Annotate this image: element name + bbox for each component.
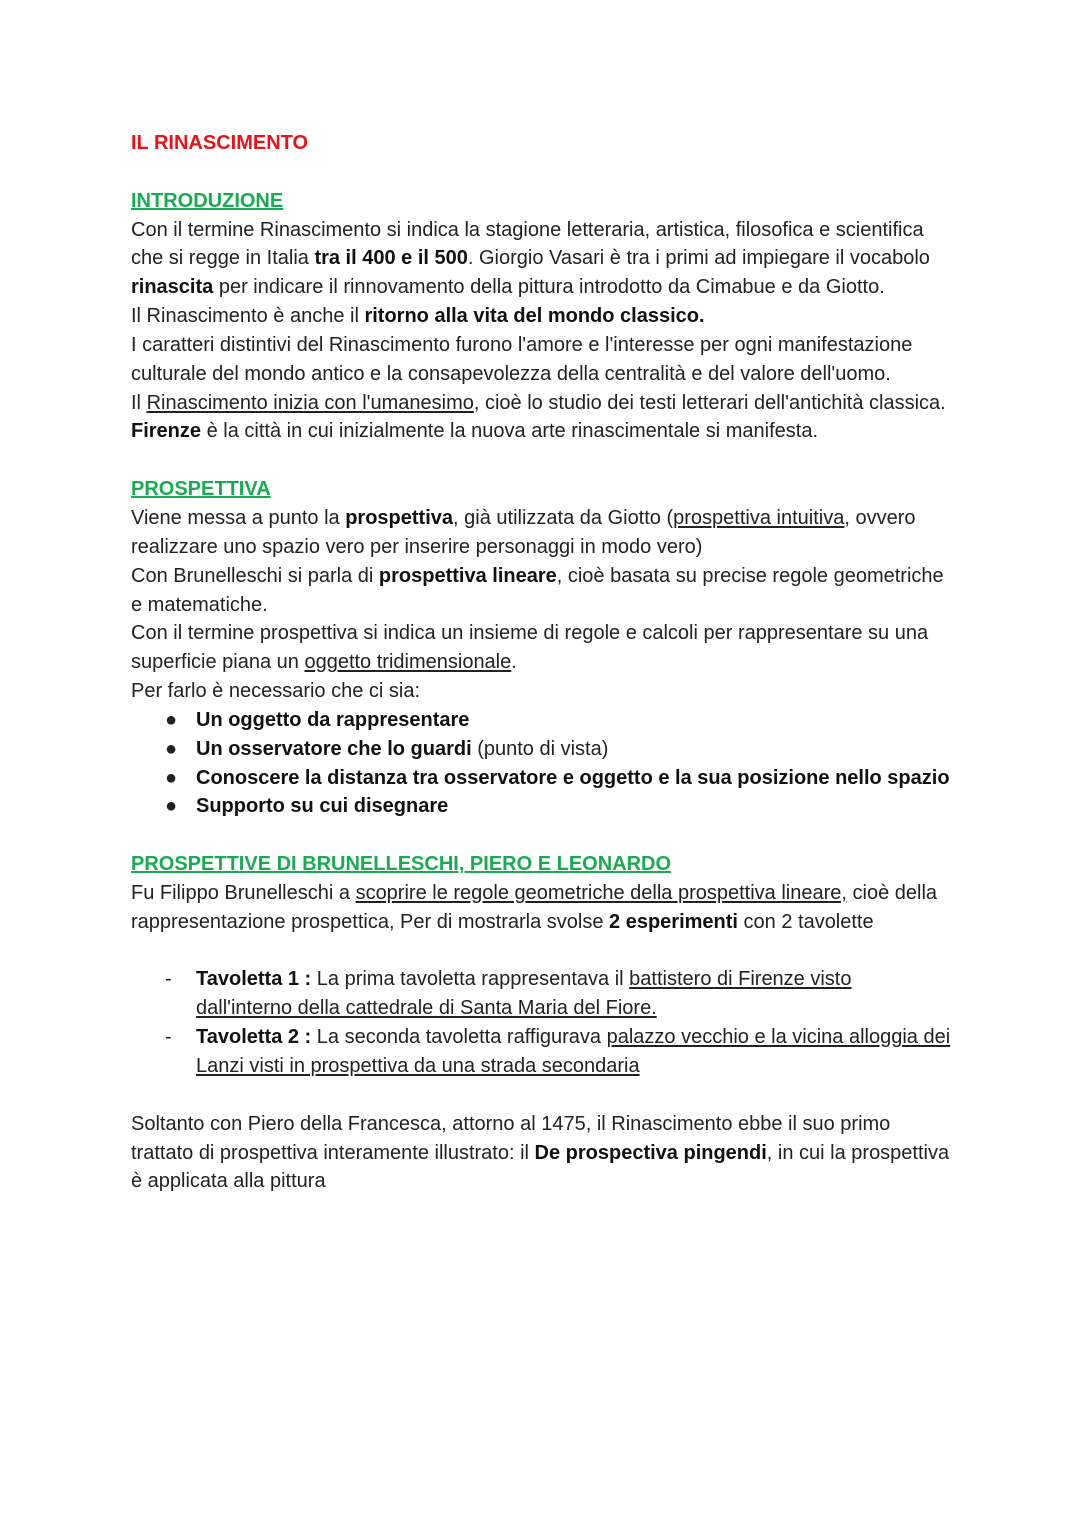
underlined-text: palazzo vecchio e la vicina alloggia dei Lanzi visti in prospettiva da una strada secondaria (196, 1026, 951, 1077)
paragraph (131, 1110, 953, 1197)
text-run: Fu Filippo Brunelleschi a (131, 881, 356, 904)
bold-text: Firenze (131, 420, 202, 443)
list (131, 706, 953, 821)
bold-text: prospettiva lineare (378, 564, 557, 587)
paragraph (131, 302, 953, 331)
list-item (131, 706, 953, 735)
paragraph (131, 619, 953, 677)
list-item (131, 965, 953, 1023)
text-run: La prima tavoletta rappresentava il (311, 968, 630, 991)
text-run: , ovvero realizzare uno spazio vero per inserire personaggi in modo vero) (131, 506, 916, 558)
list-item (131, 764, 953, 793)
bold-text: Tavoletta 1 : (196, 968, 312, 991)
bullet-icon: ● (165, 737, 178, 760)
text-run: Con il termine prospettiva si indica un insieme di regole e calcoli per rappresentare su una superficie piana un (131, 622, 929, 674)
underlined-text: oggetto tridimensionale (304, 651, 512, 674)
underlined-text: battistero di Firenze visto dall'interno della cattedrale di Santa Maria del Fiore. (196, 968, 852, 1020)
paragraph (131, 879, 953, 937)
paragraph (131, 504, 953, 562)
text-run: I caratteri distintivi del Rinascimento furono l'amore e l'interesse per ogni manifestazione culturale del mondo antico e la consapevolezza della centralità e del valore dell'uomo. (131, 333, 913, 385)
list-item (131, 735, 953, 764)
text-run: Con Brunelleschi si parla di (131, 564, 379, 587)
document-page (131, 129, 953, 1196)
bold-text: prospettiva (345, 506, 454, 529)
paragraph (131, 216, 953, 303)
paragraph (131, 417, 953, 446)
bullet-icon: ● (165, 766, 178, 789)
spacer (131, 821, 953, 850)
bold-text: Un osservatore che lo guardi (196, 737, 472, 760)
text-run: con 2 tavolette (737, 910, 874, 933)
bullet-icon: ● (165, 708, 178, 731)
text-run: , cioè lo studio dei testi letterari dell'antichità classica. (473, 391, 946, 414)
spacer (131, 1081, 953, 1110)
dash-icon: - (165, 1026, 172, 1049)
text-run: Il (131, 391, 147, 414)
text-run: Con il termine Rinascimento si indica la stagione letteraria, artistica, filosofica e scientifica che si regge in Italia (131, 218, 924, 270)
list (131, 965, 953, 1080)
bold-text: 2 esperimenti (609, 910, 738, 933)
bold-text: ritorno alla vita del mondo classico. (364, 305, 705, 328)
text-run: Il Rinascimento è anche il (131, 305, 365, 328)
paragraph (131, 389, 953, 418)
bold-text: Supporto su cui disegnare (196, 795, 449, 818)
spacer (131, 158, 953, 187)
underlined-text: scoprire le regole geometriche della prospettiva lineare, (355, 881, 847, 904)
text-run: , già utilizzata da Giotto ( (453, 506, 674, 529)
dash-icon: - (165, 968, 172, 991)
text-run: . Giorgio Vasari è tra i primi ad impiegare il vocabolo (467, 247, 930, 270)
paragraph (131, 677, 953, 706)
spacer (131, 446, 953, 475)
text-run: Soltanto con Piero della Francesca, attorno al 1475, il Rinascimento ebbe il suo primo trattato di prospettiva interamente illustrato: il (131, 1112, 891, 1164)
text-run: è la città in cui inizialmente la nuova arte rinascimentale si manifesta. (201, 420, 818, 443)
document-title: IL RINASCIMENTO (131, 132, 309, 154)
section-heading: PROSPETTIVE DI BRUNELLESCHI, PIERO E LEONARDO (131, 853, 672, 876)
text-run: per indicare il rinnovamento della pittura introdotto da Cimabue e da Giotto. (213, 276, 885, 299)
text-run: . (511, 651, 517, 674)
underlined-text: prospettiva intuitiva (673, 506, 845, 529)
text-run: , cioè basata su precise regole geometriche e matematiche. (131, 564, 944, 616)
paragraph (131, 562, 953, 620)
text-run: , in cui la prospettiva è applicata alla pittura (131, 1141, 950, 1193)
bold-text: rinascita (131, 276, 214, 299)
text-run: Viene messa a punto la (131, 506, 346, 529)
spacer (131, 937, 953, 966)
text-run: La seconda tavoletta raffigurava (311, 1026, 607, 1049)
bold-text: Conoscere la distanza tra osservatore e oggetto e la sua posizione nello spazio (196, 766, 950, 789)
list-item (131, 792, 953, 821)
bold-text: De prospectiva pingendi (534, 1141, 767, 1164)
bold-text: Un oggetto da rappresentare (196, 708, 470, 731)
list-item (131, 1023, 953, 1081)
text-run: (punto di vista) (471, 737, 609, 760)
text-run: Per farlo è necessario che ci sia: (131, 680, 421, 703)
section-heading: INTRODUZIONE (131, 189, 284, 212)
text-run: cioè della rappresentazione prospettica, Per di mostrarla svolse (131, 881, 938, 933)
paragraph (131, 331, 953, 389)
underlined-text: Rinascimento inizia con l'umanesimo (146, 391, 474, 414)
section-heading: PROSPETTIVA (131, 478, 271, 501)
bold-text: tra il 400 e il 500 (314, 247, 468, 270)
bullet-icon: ● (165, 795, 178, 818)
bold-text: Tavoletta 2 : (196, 1026, 312, 1049)
